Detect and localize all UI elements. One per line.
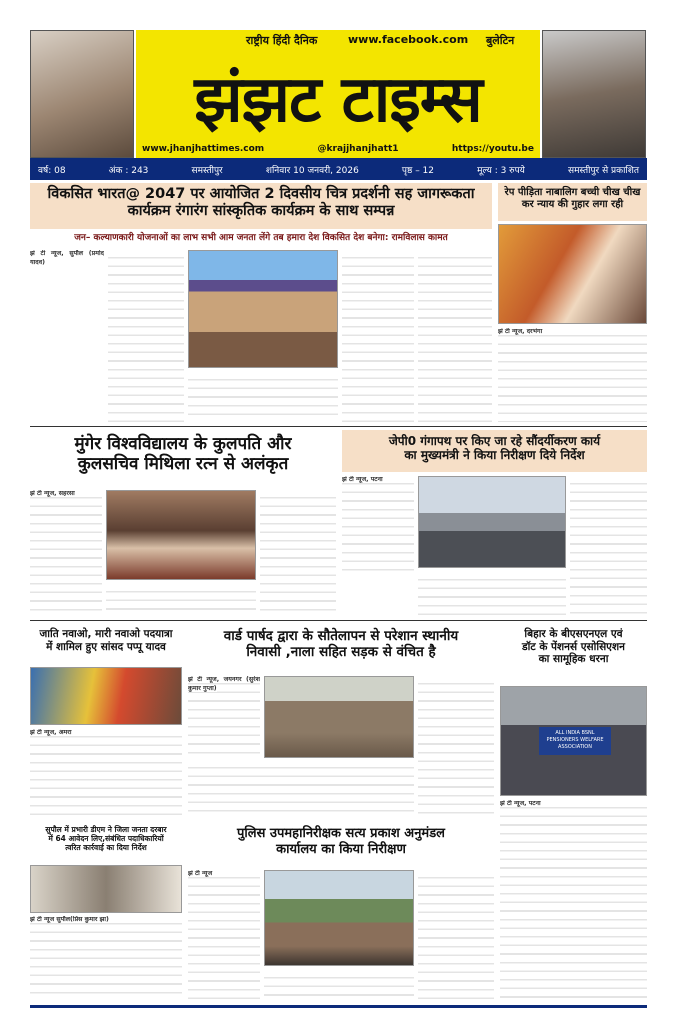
lead-byline: झं टी न्यूज, सुपौल (प्रमोद यादव) (30, 250, 104, 266)
newspaper-title: झंझट टाइम्स (194, 62, 482, 137)
story6-photo (500, 686, 647, 796)
story5-photo (264, 676, 414, 758)
side-story-text (498, 328, 647, 422)
footer-rule (30, 1005, 647, 1008)
price: मूल्य : 3 रुपये (477, 165, 525, 176)
story7-headline (30, 822, 182, 862)
story3-text-col3 (570, 476, 647, 615)
story4-text (30, 729, 182, 817)
story8-headline-line2: कार्यालय का किया निरीक्षण (276, 841, 406, 857)
story3-text-col2 (418, 572, 566, 615)
story8-photo (264, 870, 414, 966)
lead-text-col5 (418, 250, 492, 422)
date: शनिवार 10 जनवरी, 2026 (265, 165, 359, 176)
story3-headline-line1: जेपी0 गंगापथ पर किए जा रहे सौंदर्यीकरण कार्य (388, 434, 601, 448)
website-link[interactable]: www.jhanjhattimes.com (142, 144, 265, 154)
story2-text-col2 (260, 490, 336, 615)
story7-headline-line2: में 64 आवेदन लिए,संबंधित पदाधिकारियों (48, 834, 164, 843)
story7-text (30, 916, 182, 1000)
story2-byline: झं टी न्यूज, सहरसा (30, 490, 75, 497)
story7-byline: झं टी न्यूज सुपौल(प्रिंस कुमार झा) (30, 916, 109, 923)
story3-byline: झं टी न्यूज, पटना (342, 476, 383, 483)
lead-text-col1 (30, 250, 104, 422)
facebook-link[interactable]: www.facebook.com (348, 33, 469, 46)
story8-headline (188, 822, 494, 866)
story4-headline-line1: जाति नवाओ, मारी नवाओ पदयात्रा (39, 628, 173, 640)
story3-text-col1 (342, 476, 414, 574)
lead-text-col4 (342, 250, 414, 422)
story6-text (500, 800, 647, 1000)
story4-byline: झं टी न्यूज, अमरा (30, 729, 72, 736)
place: समस्तीपुर (191, 165, 223, 176)
side-story-photo (498, 224, 647, 324)
story8-byline: झं टी न्यूज (188, 870, 213, 877)
story6-headline (500, 624, 647, 682)
divider (30, 620, 647, 621)
story3-headline (342, 430, 647, 472)
story5-text-col1 (188, 676, 260, 756)
lead-photo (188, 250, 338, 368)
story2-caption (106, 584, 256, 615)
lead-headline (30, 183, 492, 229)
published-from: समस्तीपुर से प्रकाशित (568, 165, 639, 176)
story4-photo (30, 667, 182, 725)
story3-headline-line2: का मुख्यमंत्री ने किया निरीक्षण दिये निर्देश (404, 448, 585, 463)
story6-headline-line2: डॉट के पेंशनर्स एसोसिएशन (522, 640, 625, 653)
story4-headline (30, 624, 182, 664)
lead-text-col3 (188, 372, 338, 422)
story6-headline-line1: बिहार के बीएसएनएल एवं (524, 628, 623, 640)
bulletin-label: बुलेटिन (486, 34, 515, 47)
reporter-photo-right (542, 30, 646, 158)
story3-photo (418, 476, 566, 568)
story2-headline (30, 430, 336, 486)
story5-text-col3 (418, 676, 494, 817)
masthead-tagline: राष्ट्रीय हिंदी दैनिक (246, 34, 318, 47)
story5-headline-line2: निवासी ,नाला सहित सड़क से वंचित है (246, 644, 436, 661)
story8-caption (264, 970, 414, 1000)
divider (30, 426, 647, 427)
twitter-handle[interactable]: @krajjhanjhatt1 (317, 144, 399, 154)
story2-headline-line2: कुलसचिव मिथिला रत्न से अलंकृत (77, 454, 289, 475)
lead-headline-line2: कार्यक्रम रंगारंग सांस्कृतिक कार्यक्रम के साथ सम्पन्न (127, 203, 395, 220)
masthead (136, 30, 540, 156)
web-links-bar (136, 140, 540, 158)
story6-byline: झं टी न्यूज, पटना (500, 800, 541, 807)
story7-headline-line1: सुपौल में प्रभारी डीएम ने जिला जनता दरबार (45, 825, 167, 834)
story5-byline: झं टी न्यूज, जयनगर (सुरेश कुमार गुप्ता) (188, 676, 260, 692)
story8-text-col1 (188, 870, 260, 1000)
story2-photo (106, 490, 256, 580)
story5-headline-line1: वार्ड पार्षद द्वारा के सौतेलापन से परेशान स्थानीय (223, 628, 459, 644)
story7-headline-line3: त्वरित कार्रवाई का दिया निर्देश (65, 843, 147, 852)
story4-headline-line2: में शामिल हुए सांसद पप्पू यादव (46, 640, 166, 653)
story2-headline-line1: मुंगेर विश्वविद्यालय के कुलपति और (74, 434, 292, 454)
year: वर्ष: 08 (38, 165, 66, 176)
pages: पृष्ठ – 12 (401, 165, 435, 176)
story5-text-col2 (188, 760, 414, 817)
side-story-headline: रेप पीड़िता नाबालिग बच्ची चीख चीख कर न्याय की गुहार लगा रही (498, 183, 647, 221)
reporter-photo-left (30, 30, 134, 158)
youtube-link[interactable]: https://youtu.be (451, 144, 534, 154)
story6-headline-line3: का सामूहिक धरना (538, 653, 609, 666)
lead-subhead: जन– कल्याणकारी योजनाओं का लाभ सभी आम जनता लेंगे तब हमारा देश विकसित देश बनेगा: रामविलास कामत (74, 233, 448, 243)
side-story-byline: झं टी न्यूज, दरभंगा (498, 328, 543, 335)
lead-text-col2 (108, 250, 184, 422)
story2-text-col1 (30, 490, 102, 615)
issue-info-strip (30, 158, 647, 180)
story8-headline-line1: पुलिस उपमहानिरीक्षक सत्य प्रकाश अनुमंडल (237, 826, 445, 841)
story8-text-col3 (418, 870, 494, 1000)
lead-headline-line1: विकसित भारत@ 2047 पर आयोजित 2 दिवसीय चित्र प्रदर्शनी सह जागरूकता (47, 186, 475, 202)
story5-headline (188, 624, 494, 672)
issue-number: अंक : 243 (108, 165, 149, 176)
pensioners-banner: ALL INDIA BSNL PENSIONERS WELFARE ASSOCIATION (539, 727, 611, 755)
story7-photo (30, 865, 182, 913)
